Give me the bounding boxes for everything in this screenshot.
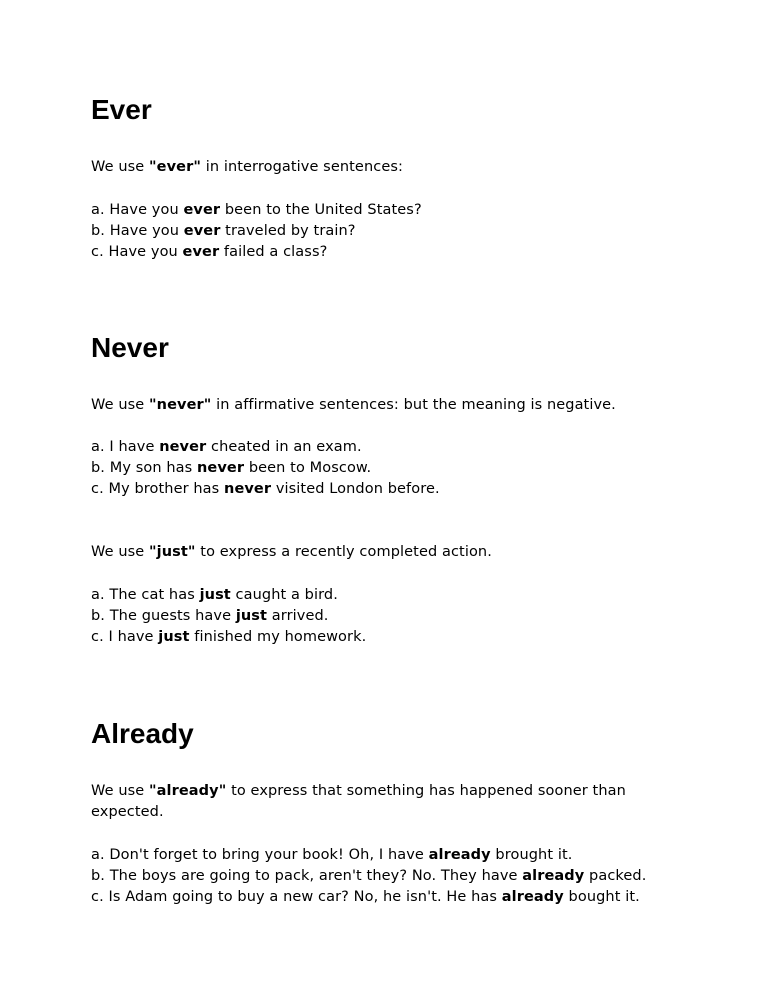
keyword: ever — [183, 223, 221, 239]
example-line: a. The cat has just caught a bird. — [91, 587, 338, 603]
keyword: "already" — [149, 783, 227, 799]
heading-never: Never — [91, 332, 169, 363]
keyword: already — [501, 889, 564, 905]
never-examples — [91, 437, 751, 500]
just-examples — [91, 585, 751, 648]
already-intro-line-2: expected. — [91, 804, 164, 820]
keyword: "never" — [149, 397, 212, 413]
ever-intro-line: We use "ever" in interrogative sentences: — [91, 159, 403, 175]
never-intro — [91, 395, 751, 416]
example-line: b. The boys are going to pack, aren't they? No. They have already packed. — [91, 868, 647, 884]
keyword: just — [199, 587, 231, 603]
ever-intro — [91, 157, 751, 178]
example-line: c. I have just finished my homework. — [91, 629, 367, 645]
keyword: never — [197, 460, 245, 476]
keyword: just — [235, 608, 268, 624]
example-line: a. I have never cheated in an exam. — [91, 439, 362, 455]
already-intro-line: We use "already" to express that something has happened sooner than — [91, 783, 626, 799]
example-line: b. My son has never been to Moscow. — [91, 460, 372, 476]
keyword: already — [428, 847, 491, 863]
keyword: ever — [183, 202, 221, 218]
example-line: c. Have you ever failed a class? — [91, 244, 328, 260]
keyword: "ever" — [149, 159, 201, 175]
keyword: ever — [182, 244, 220, 260]
example-line: a. Don't forget to bring your book! Oh, I have already brought it. — [91, 847, 573, 863]
heading-ever: Ever — [91, 94, 152, 125]
example-line: c. My brother has never visited London before. — [91, 481, 440, 497]
ever-examples — [91, 200, 751, 263]
heading-already: Already — [91, 718, 194, 749]
never-intro-line: We use "never" in affirmative sentences: but the meaning is negative. — [91, 397, 616, 413]
example-line: b. Have you ever traveled by train? — [91, 223, 356, 239]
keyword: already — [522, 868, 585, 884]
just-intro-line: We use "just" to express a recently completed action. — [91, 544, 492, 560]
keyword: never — [159, 439, 207, 455]
just-intro — [91, 542, 751, 563]
keyword: "just" — [149, 544, 196, 560]
already-examples — [91, 845, 751, 908]
example-line: c. Is Adam going to buy a new car? No, he isn't. He has already bought it. — [91, 889, 640, 905]
example-line: b. The guests have just arrived. — [91, 608, 329, 624]
keyword: never — [224, 481, 272, 497]
already-intro — [91, 781, 751, 823]
keyword: just — [158, 629, 190, 645]
example-line: a. Have you ever been to the United States? — [91, 202, 422, 218]
